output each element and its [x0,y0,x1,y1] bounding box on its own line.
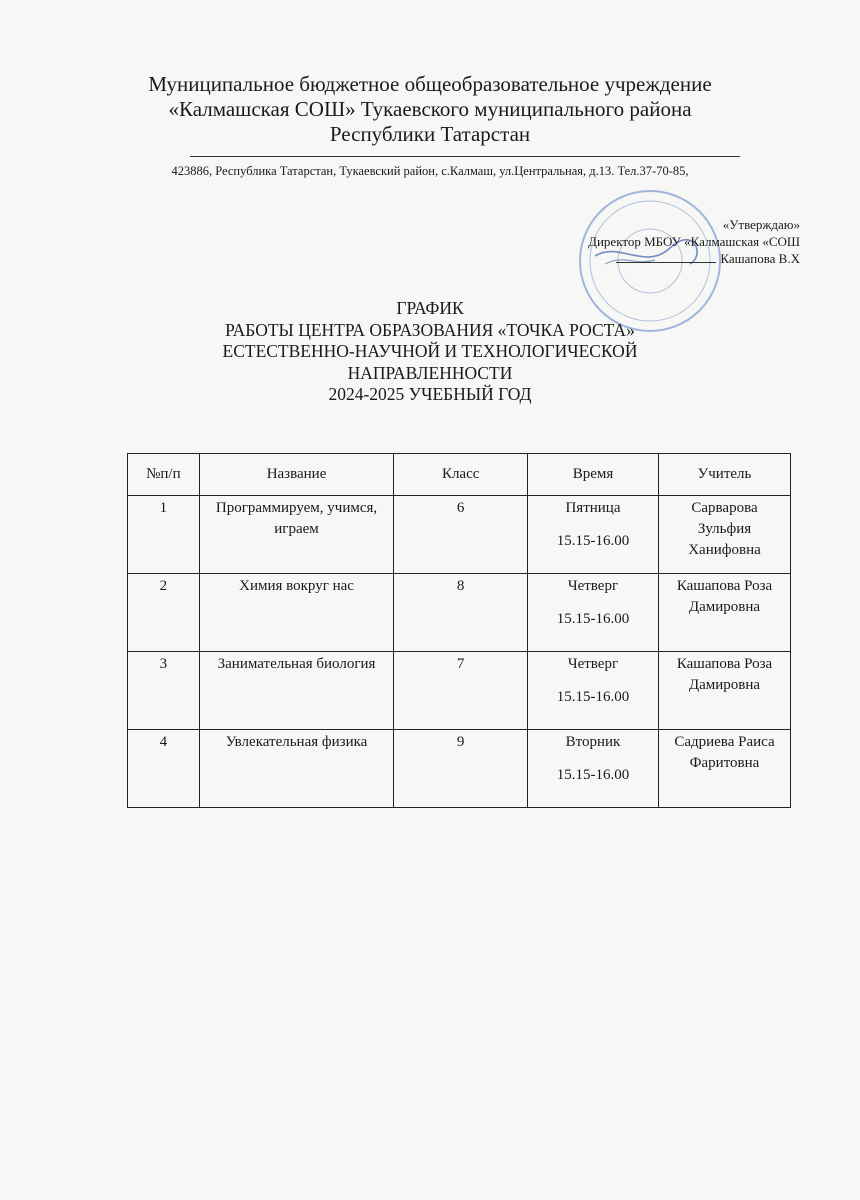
approval-label: «Утверждаю» [722,217,800,232]
row-name: Химия вокруг нас [199,574,394,652]
title-line-4: НАПРАВЛЕННОСТИ [347,362,513,383]
row-hours: 15.15-16.00 [556,689,630,705]
row-class: 7 [394,652,528,730]
document-title [0,298,860,406]
row-class: 8 [394,574,528,652]
header-number: №п/п [128,454,200,496]
table-row [128,496,791,574]
title-line-1: ГРАФИК [396,298,464,318]
schedule-table [127,453,791,808]
row-time [527,496,658,574]
title-line-2: РАБОТЫ ЦЕНТРА ОБРАЗОВАНИЯ «ТОЧКА РОСТА» [225,319,635,340]
header-teacher: Учитель [658,454,790,496]
row-hours: 15.15-16.00 [556,533,630,549]
table-header-row [128,454,791,496]
row-name: Занимательная биология [199,652,394,730]
director-name: Кашапова В.Х [720,251,800,266]
header-line-1: Муниципальное бюджетное общеобразовательное учреждение [148,72,712,96]
row-class: 6 [394,496,528,574]
row-name: Программируем, учимся, играем [199,496,394,574]
row-teacher: Кашапова Роза Дамировна [658,574,790,652]
row-time [527,574,658,652]
row-day: Четверг [567,578,619,594]
row-teacher: Кашапова Роза Дамировна [658,652,790,730]
row-class: 9 [394,730,528,808]
row-number: 4 [128,730,200,808]
signature-line [616,262,716,263]
table-row [128,730,791,808]
header-line-3: Республики Татарстан [329,122,531,146]
row-time [527,730,658,808]
header-name: Название [199,454,394,496]
row-hours: 15.15-16.00 [556,767,630,783]
header-divider [190,156,740,157]
row-day: Вторник [565,734,621,750]
row-day: Пятница [565,500,621,516]
school-header [0,72,860,147]
school-address: 423886, Республика Татарстан, Тукаевский район, с.Калмаш, ул.Центральная, д.13. Тел.37-70-85, [171,164,689,178]
title-line-5: 2024-2025 УЧЕБНЫЙ ГОД [328,384,532,404]
header-class: Класс [394,454,528,496]
row-teacher: Садриева Раиса Фаритовна [658,730,790,808]
row-hours: 15.15-16.00 [556,611,630,627]
row-number: 1 [128,496,200,574]
row-number: 3 [128,652,200,730]
row-teacher: Сарварова Зульфия Ханифовна [658,496,790,574]
director-position: Директор МБОУ «Калмашская «СОШ [588,234,800,249]
row-time [527,652,658,730]
director-signature-row [588,250,800,267]
row-name: Увлекательная физика [199,730,394,808]
table-row [128,652,791,730]
header-line-2: «Калмашская СОШ» Тукаевского муниципального района [168,97,692,121]
table-row [128,574,791,652]
row-number: 2 [128,574,200,652]
title-line-3: ЕСТЕСТВЕННО-НАУЧНОЙ И ТЕХНОЛОГИЧЕСКОЙ [222,341,638,361]
row-day: Четверг [567,656,619,672]
header-time: Время [527,454,658,496]
approval-block [588,216,800,267]
